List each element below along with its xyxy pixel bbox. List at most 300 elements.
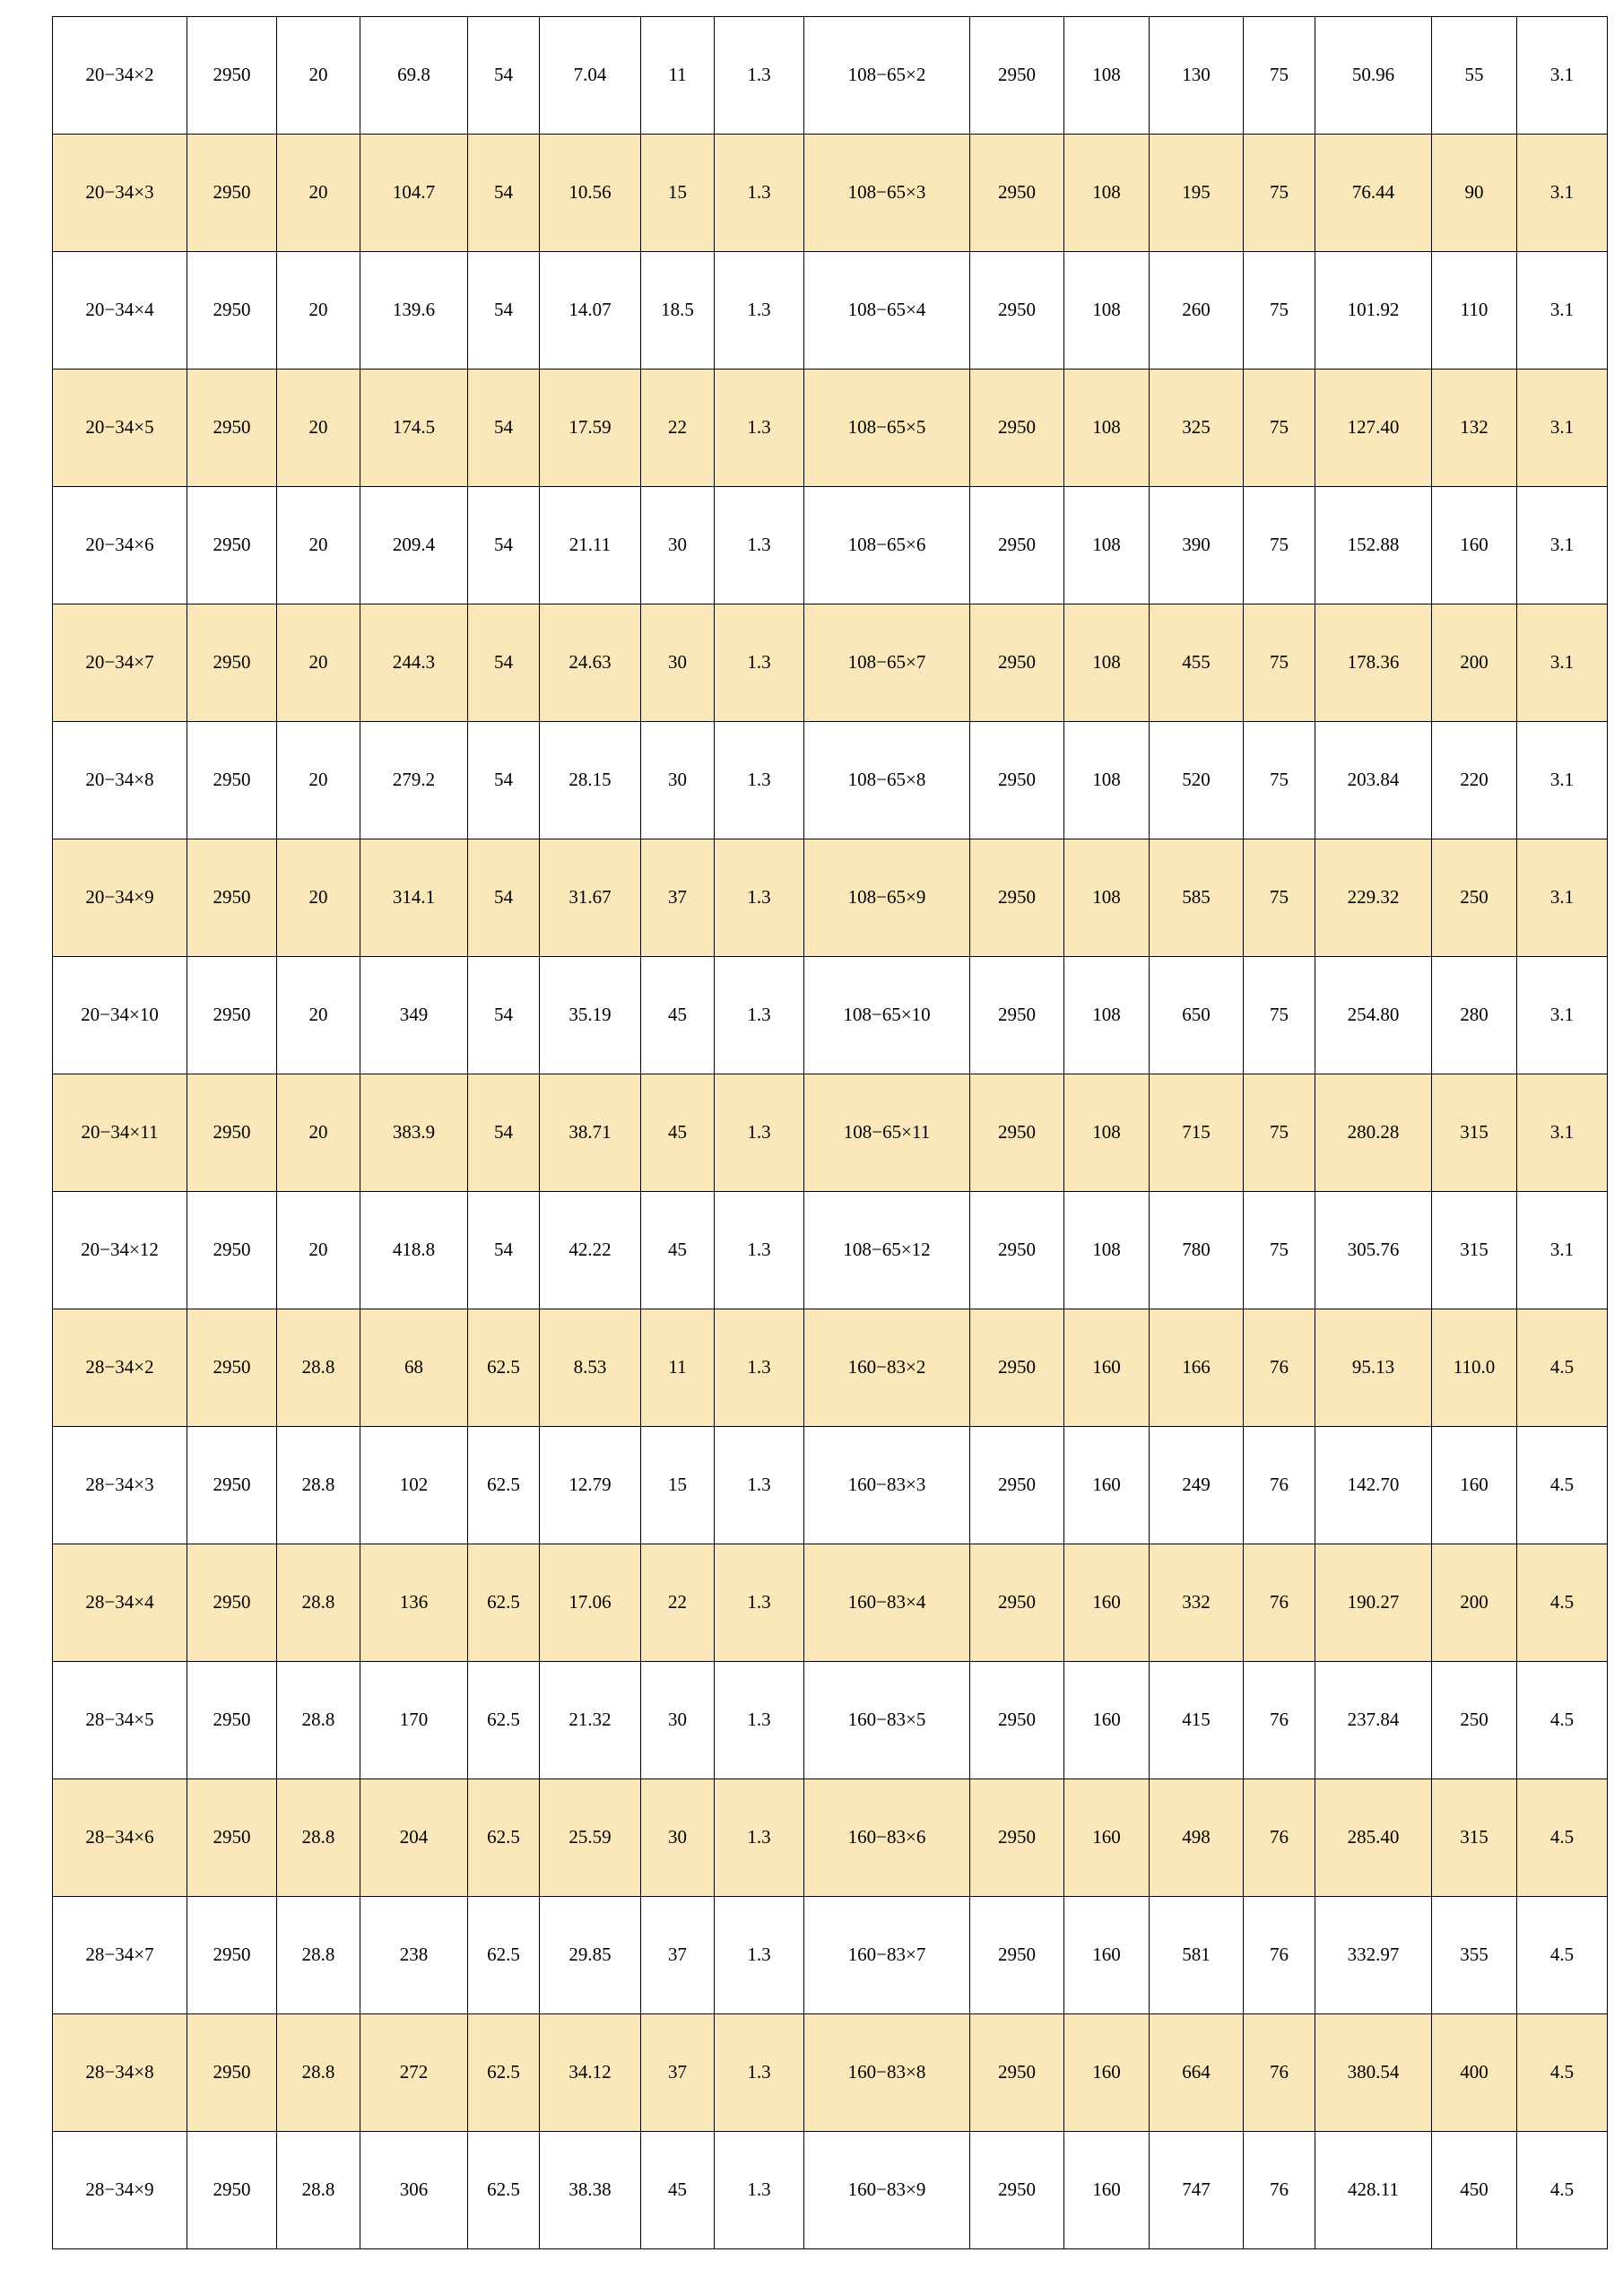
table-cell: 2950 [970, 1662, 1064, 1779]
table-cell: 54 [468, 604, 540, 722]
table-cell: 1.3 [715, 17, 804, 135]
table-cell: 76 [1244, 1544, 1315, 1662]
table-cell: 160−83×4 [804, 1544, 970, 1662]
table-cell: 136 [360, 1544, 468, 1662]
table-cell: 28.8 [277, 1779, 360, 1897]
table-cell: 315 [1432, 1074, 1517, 1192]
table-cell: 75 [1244, 252, 1315, 370]
table-cell: 170 [360, 1662, 468, 1779]
table-cell: 2950 [187, 370, 277, 487]
table-cell: 160−83×5 [804, 1662, 970, 1779]
table-cell: 20 [277, 1074, 360, 1192]
table-cell: 15 [641, 1427, 715, 1544]
table-cell: 178.36 [1315, 604, 1432, 722]
table-cell: 17.59 [540, 370, 641, 487]
table-cell: 1.3 [715, 957, 804, 1074]
table-cell: 108 [1064, 839, 1150, 957]
table-row [53, 604, 1608, 722]
table-cell: 29.85 [540, 1897, 641, 2014]
table-cell: 38.71 [540, 1074, 641, 1192]
table-cell: 4.5 [1517, 1779, 1608, 1897]
table-cell: 195 [1150, 135, 1244, 252]
table-cell: 76 [1244, 1897, 1315, 2014]
table-cell: 400 [1432, 2014, 1517, 2132]
table-cell: 2950 [187, 1192, 277, 1309]
table-cell: 108−65×4 [804, 252, 970, 370]
table-cell: 30 [641, 1779, 715, 1897]
table-cell: 102 [360, 1427, 468, 1544]
table-row [53, 839, 1608, 957]
table-cell: 20−34×5 [53, 370, 187, 487]
table-cell: 418.8 [360, 1192, 468, 1309]
table-cell: 37 [641, 839, 715, 957]
table-cell: 2950 [970, 1897, 1064, 2014]
table-cell: 585 [1150, 839, 1244, 957]
table-cell: 28.8 [277, 1427, 360, 1544]
table-cell: 220 [1432, 722, 1517, 839]
table-cell: 90 [1432, 135, 1517, 252]
table-cell: 75 [1244, 487, 1315, 604]
table-cell: 1.3 [715, 2132, 804, 2249]
table-cell: 12.79 [540, 1427, 641, 1544]
table-cell: 2950 [187, 1779, 277, 1897]
table-cell: 62.5 [468, 1544, 540, 1662]
table-cell: 1.3 [715, 2014, 804, 2132]
table-cell: 1.3 [715, 1309, 804, 1427]
table-cell: 174.5 [360, 370, 468, 487]
table-cell: 3.1 [1517, 135, 1608, 252]
table-cell: 2950 [187, 2132, 277, 2249]
table-cell: 160 [1064, 1662, 1150, 1779]
table-cell: 332.97 [1315, 1897, 1432, 2014]
table-row [53, 2132, 1608, 2249]
table-cell: 2950 [970, 17, 1064, 135]
table-cell: 1.3 [715, 1544, 804, 1662]
table-cell: 22 [641, 1544, 715, 1662]
specification-table [52, 16, 1608, 2249]
table-cell: 7.04 [540, 17, 641, 135]
table-cell: 20−34×11 [53, 1074, 187, 1192]
table-body [53, 17, 1608, 2249]
table-cell: 4.5 [1517, 2132, 1608, 2249]
table-cell: 229.32 [1315, 839, 1432, 957]
table-row [53, 487, 1608, 604]
table-cell: 108 [1064, 957, 1150, 1074]
table-cell: 1.3 [715, 1192, 804, 1309]
table-cell: 1.3 [715, 839, 804, 957]
table-row [53, 1192, 1608, 1309]
table-cell: 1.3 [715, 1779, 804, 1897]
table-cell: 20 [277, 957, 360, 1074]
table-cell: 45 [641, 1192, 715, 1309]
table-cell: 45 [641, 1074, 715, 1192]
table-cell: 160 [1432, 487, 1517, 604]
table-row [53, 2014, 1608, 2132]
table-cell: 21.11 [540, 487, 641, 604]
table-cell: 3.1 [1517, 604, 1608, 722]
table-cell: 142.70 [1315, 1427, 1432, 1544]
table-cell: 22 [641, 370, 715, 487]
table-cell: 108−65×2 [804, 17, 970, 135]
table-row [53, 1309, 1608, 1427]
table-cell: 190.27 [1315, 1544, 1432, 1662]
table-cell: 45 [641, 2132, 715, 2249]
table-cell: 2950 [187, 135, 277, 252]
table-cell: 160 [1064, 2014, 1150, 2132]
table-cell: 20 [277, 17, 360, 135]
table-cell: 75 [1244, 604, 1315, 722]
table-cell: 11 [641, 1309, 715, 1427]
table-cell: 237.84 [1315, 1662, 1432, 1779]
table-cell: 62.5 [468, 2014, 540, 2132]
table-cell: 108−65×12 [804, 1192, 970, 1309]
table-cell: 34.12 [540, 2014, 641, 2132]
table-cell: 1.3 [715, 722, 804, 839]
table-cell: 30 [641, 1662, 715, 1779]
table-cell: 160−83×9 [804, 2132, 970, 2249]
table-cell: 2950 [970, 252, 1064, 370]
table-cell: 69.8 [360, 17, 468, 135]
table-cell: 160−83×8 [804, 2014, 970, 2132]
table-cell: 20−34×3 [53, 135, 187, 252]
table-cell: 160−83×2 [804, 1309, 970, 1427]
table-cell: 28−34×4 [53, 1544, 187, 1662]
table-cell: 108 [1064, 1192, 1150, 1309]
table-cell: 520 [1150, 722, 1244, 839]
table-cell: 42.22 [540, 1192, 641, 1309]
table-cell: 95.13 [1315, 1309, 1432, 1427]
table-cell: 76 [1244, 1427, 1315, 1544]
table-cell: 2950 [187, 487, 277, 604]
table-cell: 62.5 [468, 1309, 540, 1427]
table-cell: 1.3 [715, 1662, 804, 1779]
table-cell: 390 [1150, 487, 1244, 604]
table-cell: 209.4 [360, 487, 468, 604]
table-cell: 20−34×9 [53, 839, 187, 957]
table-cell: 250 [1432, 839, 1517, 957]
table-cell: 20−34×2 [53, 17, 187, 135]
table-cell: 20−34×4 [53, 252, 187, 370]
table-cell: 2950 [970, 1192, 1064, 1309]
table-cell: 28−34×5 [53, 1662, 187, 1779]
table-cell: 62.5 [468, 1427, 540, 1544]
table-cell: 2950 [970, 1427, 1064, 1544]
table-cell: 20 [277, 487, 360, 604]
table-cell: 203.84 [1315, 722, 1432, 839]
table-cell: 18.5 [641, 252, 715, 370]
table-cell: 664 [1150, 2014, 1244, 2132]
table-cell: 28.8 [277, 1544, 360, 1662]
table-cell: 35.19 [540, 957, 641, 1074]
table-cell: 279.2 [360, 722, 468, 839]
table-cell: 110 [1432, 252, 1517, 370]
table-cell: 75 [1244, 957, 1315, 1074]
table-cell: 62.5 [468, 1897, 540, 2014]
table-row [53, 957, 1608, 1074]
table-cell: 110.0 [1432, 1309, 1517, 1427]
table-cell: 238 [360, 1897, 468, 2014]
table-cell: 108 [1064, 370, 1150, 487]
table-cell: 20−34×10 [53, 957, 187, 1074]
table-cell: 2950 [187, 1427, 277, 1544]
table-cell: 2950 [970, 370, 1064, 487]
table-cell: 75 [1244, 17, 1315, 135]
table-cell: 75 [1244, 1192, 1315, 1309]
table-row [53, 17, 1608, 135]
table-cell: 108 [1064, 135, 1150, 252]
table-cell: 3.1 [1517, 957, 1608, 1074]
table-cell: 2950 [970, 1074, 1064, 1192]
table-cell: 160 [1064, 1309, 1150, 1427]
table-cell: 28.8 [277, 1662, 360, 1779]
table-cell: 62.5 [468, 2132, 540, 2249]
table-cell: 28−34×8 [53, 2014, 187, 2132]
table-row [53, 1544, 1608, 1662]
table-cell: 20 [277, 839, 360, 957]
table-cell: 15 [641, 135, 715, 252]
table-cell: 2950 [970, 839, 1064, 957]
table-row [53, 135, 1608, 252]
table-cell: 28−34×7 [53, 1897, 187, 2014]
table-cell: 332 [1150, 1544, 1244, 1662]
table-cell: 3.1 [1517, 722, 1608, 839]
table-cell: 108−65×11 [804, 1074, 970, 1192]
table-cell: 20−34×12 [53, 1192, 187, 1309]
table-cell: 20 [277, 722, 360, 839]
table-cell: 108 [1064, 604, 1150, 722]
table-cell: 428.11 [1315, 2132, 1432, 2249]
table-cell: 2950 [187, 839, 277, 957]
table-cell: 54 [468, 487, 540, 604]
table-cell: 28.8 [277, 2132, 360, 2249]
table-cell: 62.5 [468, 1779, 540, 1897]
table-cell: 383.9 [360, 1074, 468, 1192]
table-cell: 2950 [970, 1309, 1064, 1427]
table-cell: 2950 [187, 1544, 277, 1662]
table-cell: 2950 [187, 17, 277, 135]
table-cell: 132 [1432, 370, 1517, 487]
table-cell: 581 [1150, 1897, 1244, 2014]
table-cell: 54 [468, 839, 540, 957]
table-cell: 152.88 [1315, 487, 1432, 604]
table-cell: 315 [1432, 1192, 1517, 1309]
table-cell: 37 [641, 2014, 715, 2132]
table-cell: 2950 [187, 957, 277, 1074]
table-cell: 20 [277, 370, 360, 487]
table-cell: 2950 [187, 1074, 277, 1192]
table-cell: 130 [1150, 17, 1244, 135]
table-cell: 76 [1244, 2014, 1315, 2132]
table-cell: 355 [1432, 1897, 1517, 2014]
table-cell: 54 [468, 370, 540, 487]
table-cell: 1.3 [715, 252, 804, 370]
table-cell: 108 [1064, 487, 1150, 604]
table-cell: 1.3 [715, 1427, 804, 1544]
table-cell: 76 [1244, 1309, 1315, 1427]
table-cell: 62.5 [468, 1662, 540, 1779]
table-cell: 54 [468, 1192, 540, 1309]
table-cell: 2950 [970, 2014, 1064, 2132]
table-cell: 31.67 [540, 839, 641, 957]
table-cell: 30 [641, 722, 715, 839]
table-cell: 2950 [187, 2014, 277, 2132]
table-cell: 10.56 [540, 135, 641, 252]
table-cell: 2950 [970, 135, 1064, 252]
table-row [53, 1897, 1608, 2014]
table-cell: 280.28 [1315, 1074, 1432, 1192]
table-cell: 2950 [970, 722, 1064, 839]
table-cell: 75 [1244, 1074, 1315, 1192]
table-cell: 4.5 [1517, 1662, 1608, 1779]
table-cell: 2950 [187, 1662, 277, 1779]
table-cell: 30 [641, 487, 715, 604]
table-cell: 45 [641, 957, 715, 1074]
table-cell: 2950 [187, 604, 277, 722]
table-row [53, 252, 1608, 370]
table-cell: 272 [360, 2014, 468, 2132]
table-cell: 54 [468, 957, 540, 1074]
table-cell: 200 [1432, 604, 1517, 722]
table-cell: 315 [1432, 1779, 1517, 1897]
table-cell: 3.1 [1517, 487, 1608, 604]
table-cell: 306 [360, 2132, 468, 2249]
table-cell: 380.54 [1315, 2014, 1432, 2132]
table-cell: 254.80 [1315, 957, 1432, 1074]
table-cell: 2950 [970, 2132, 1064, 2249]
table-cell: 285.40 [1315, 1779, 1432, 1897]
table-cell: 3.1 [1517, 17, 1608, 135]
table-cell: 76 [1244, 1662, 1315, 1779]
table-cell: 108−65×10 [804, 957, 970, 1074]
table-cell: 14.07 [540, 252, 641, 370]
table-cell: 20 [277, 1192, 360, 1309]
table-cell: 108−65×5 [804, 370, 970, 487]
table-cell: 249 [1150, 1427, 1244, 1544]
table-cell: 76.44 [1315, 135, 1432, 252]
table-cell: 20−34×8 [53, 722, 187, 839]
table-cell: 160 [1432, 1427, 1517, 1544]
table-cell: 30 [641, 604, 715, 722]
table-cell: 25.59 [540, 1779, 641, 1897]
table-cell: 37 [641, 1897, 715, 2014]
table-cell: 1.3 [715, 1897, 804, 2014]
table-cell: 28−34×3 [53, 1427, 187, 1544]
table-cell: 3.1 [1517, 252, 1608, 370]
table-cell: 28.8 [277, 2014, 360, 2132]
table-cell: 415 [1150, 1662, 1244, 1779]
table-cell: 1.3 [715, 487, 804, 604]
table-cell: 160 [1064, 1779, 1150, 1897]
table-cell: 2950 [187, 722, 277, 839]
table-cell: 160 [1064, 1897, 1150, 2014]
table-cell: 260 [1150, 252, 1244, 370]
table-cell: 450 [1432, 2132, 1517, 2249]
table-cell: 75 [1244, 839, 1315, 957]
table-cell: 11 [641, 17, 715, 135]
table-cell: 650 [1150, 957, 1244, 1074]
table-cell: 3.1 [1517, 1192, 1608, 1309]
table-row [53, 1779, 1608, 1897]
table-cell: 24.63 [540, 604, 641, 722]
table-cell: 54 [468, 1074, 540, 1192]
table-cell: 2950 [970, 1544, 1064, 1662]
table-cell: 1.3 [715, 604, 804, 722]
table-cell: 250 [1432, 1662, 1517, 1779]
table-cell: 20 [277, 135, 360, 252]
table-cell: 28−34×2 [53, 1309, 187, 1427]
table-cell: 715 [1150, 1074, 1244, 1192]
table-cell: 160−83×3 [804, 1427, 970, 1544]
table-cell: 17.06 [540, 1544, 641, 1662]
table-cell: 2950 [970, 604, 1064, 722]
table-cell: 76 [1244, 1779, 1315, 1897]
table-cell: 55 [1432, 17, 1517, 135]
table-row [53, 722, 1608, 839]
table-cell: 204 [360, 1779, 468, 1897]
table-cell: 3.1 [1517, 1074, 1608, 1192]
table-cell: 160−83×7 [804, 1897, 970, 2014]
table-cell: 20 [277, 604, 360, 722]
table-cell: 2950 [187, 1897, 277, 2014]
table-cell: 54 [468, 252, 540, 370]
table-row [53, 1427, 1608, 1544]
table-cell: 455 [1150, 604, 1244, 722]
table-cell: 4.5 [1517, 1309, 1608, 1427]
table-cell: 75 [1244, 135, 1315, 252]
table-cell: 101.92 [1315, 252, 1432, 370]
table-cell: 139.6 [360, 252, 468, 370]
table-cell: 3.1 [1517, 839, 1608, 957]
table-cell: 747 [1150, 2132, 1244, 2249]
table-cell: 20−34×7 [53, 604, 187, 722]
table-cell: 108−65×8 [804, 722, 970, 839]
table-cell: 127.40 [1315, 370, 1432, 487]
table-cell: 160 [1064, 1544, 1150, 1662]
table-cell: 28−34×6 [53, 1779, 187, 1897]
table-cell: 108 [1064, 17, 1150, 135]
table-cell: 1.3 [715, 1074, 804, 1192]
table-cell: 3.1 [1517, 370, 1608, 487]
table-cell: 2950 [970, 1779, 1064, 1897]
table-cell: 2950 [970, 487, 1064, 604]
table-cell: 108−65×7 [804, 604, 970, 722]
table-cell: 4.5 [1517, 1897, 1608, 2014]
table-cell: 28.8 [277, 1897, 360, 2014]
table-cell: 68 [360, 1309, 468, 1427]
table-cell: 54 [468, 722, 540, 839]
table-row [53, 1074, 1608, 1192]
table-cell: 28−34×9 [53, 2132, 187, 2249]
table-cell: 20−34×6 [53, 487, 187, 604]
table-cell: 2950 [970, 957, 1064, 1074]
table-cell: 108−65×6 [804, 487, 970, 604]
table-cell: 108−65×9 [804, 839, 970, 957]
table-cell: 4.5 [1517, 2014, 1608, 2132]
table-cell: 8.53 [540, 1309, 641, 1427]
table-cell: 244.3 [360, 604, 468, 722]
table-cell: 50.96 [1315, 17, 1432, 135]
table-cell: 2950 [187, 252, 277, 370]
table-cell: 75 [1244, 722, 1315, 839]
table-cell: 108 [1064, 722, 1150, 839]
table-cell: 108 [1064, 1074, 1150, 1192]
table-cell: 498 [1150, 1779, 1244, 1897]
table-cell: 280 [1432, 957, 1517, 1074]
table-cell: 325 [1150, 370, 1244, 487]
table-cell: 1.3 [715, 135, 804, 252]
table-row [53, 1662, 1608, 1779]
table-cell: 160 [1064, 1427, 1150, 1544]
